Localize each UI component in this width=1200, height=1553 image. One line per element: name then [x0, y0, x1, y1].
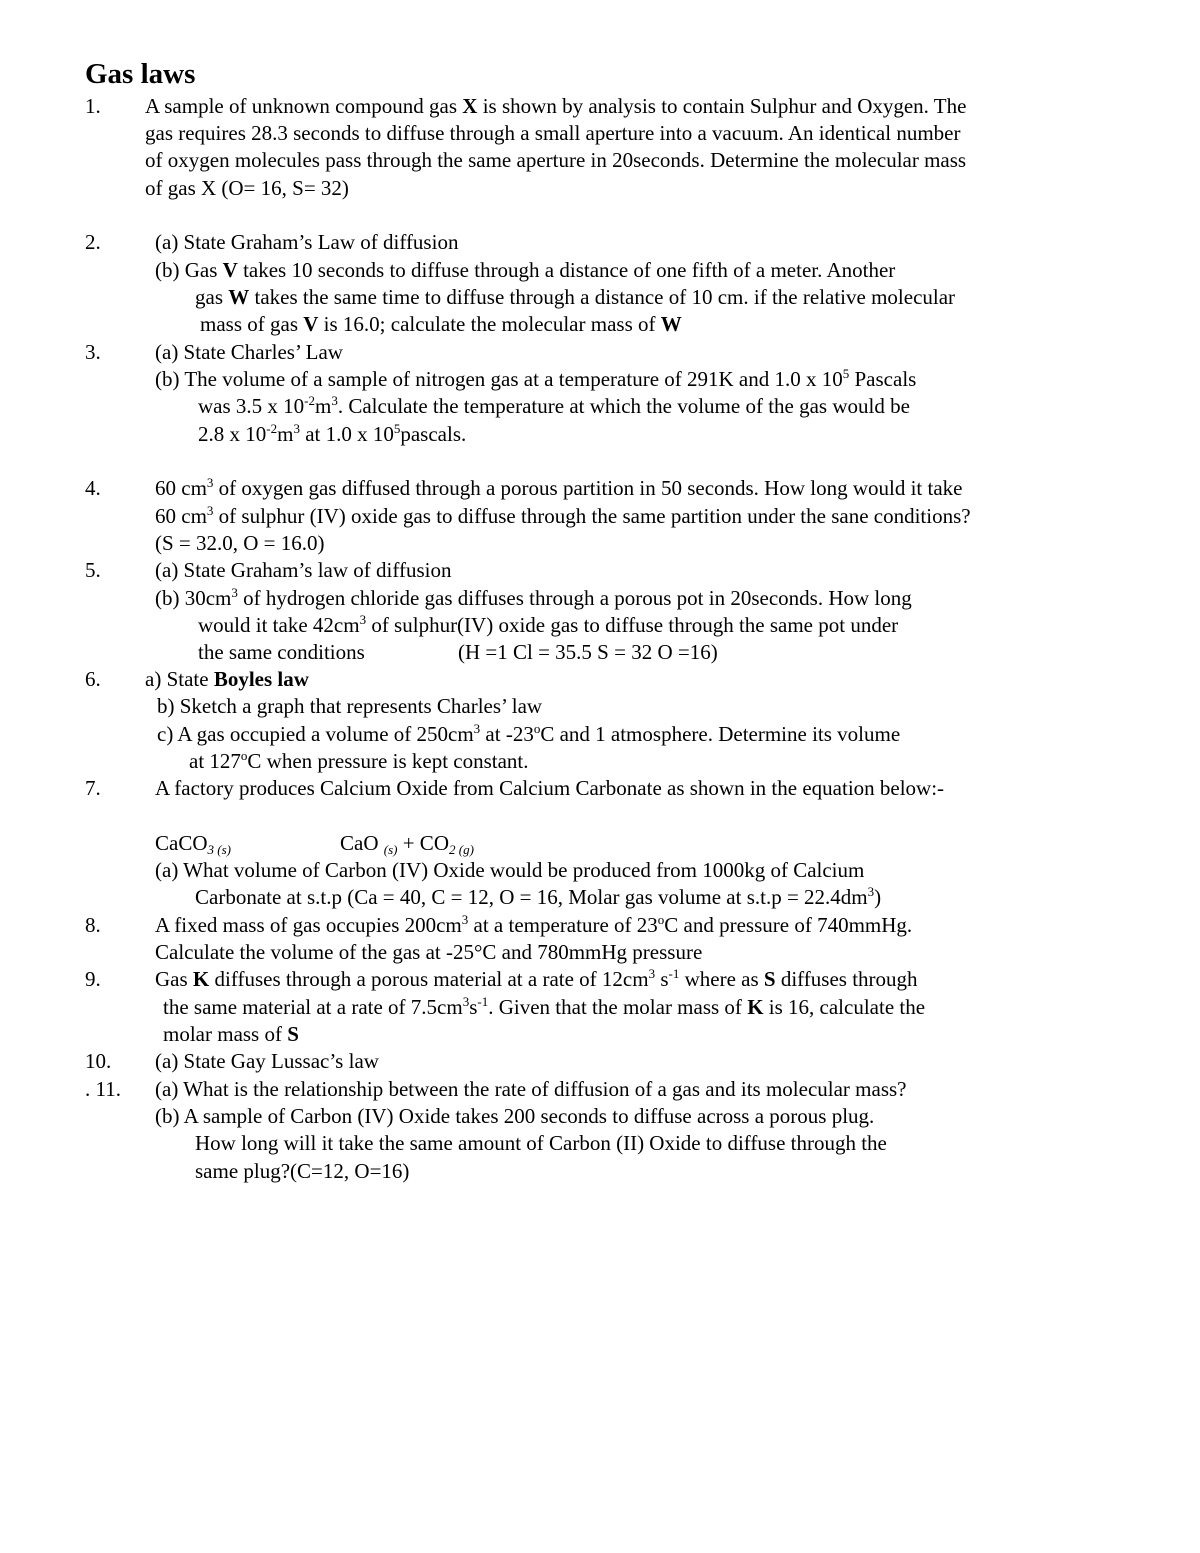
question-number: . 11. [85, 1077, 121, 1101]
question-text: 60 $cm^3$ of sulphur (IV) oxide gas to diffuse through the same partition under the sane conditions? [155, 503, 971, 528]
atomic-masses: (H =1 Cl = 35.5 S = 32 O =16) [458, 640, 718, 664]
question-number: 9. [85, 967, 101, 991]
question-part: (a) State Graham’s Law of diffusion [155, 230, 459, 254]
equation-reactant: CaCO$_{3 (s)}$ [155, 831, 231, 857]
question-part: was 3.5 x $10^{-2}m^3$. Calculate the temperature at which the volume of the gas would be [198, 393, 910, 418]
question-part: at 127$^o$C when pressure is kept constant. [189, 748, 529, 773]
question-part: b) Sketch a graph that represents Charles’ law [157, 694, 543, 718]
question-part: Carbonate at s.t.p (Ca = 40, C = 12, O = 16, Molar gas volume at $s.t.p = 22.4dm^3$) [195, 884, 882, 909]
question-text: of oxygen molecules pass through the same aperture in 20seconds. Determine the molecular mass [145, 148, 967, 172]
question-part: (b) The volume of a sample of nitrogen gas at a temperature of 291K and 1.0 x $10^5$ Pascals [155, 366, 917, 391]
question-part: 2.8 x $10^{-2}m^3$ at 1.0 x $10^5pascals$. [198, 421, 467, 446]
equation-products: CaO $_{(s)} + CO_{2 (g)}$ [340, 831, 474, 857]
question-number: 7. [85, 776, 101, 800]
question-text: (S = 32.0, O = 16.0) [155, 531, 325, 555]
question-number: 10. [85, 1049, 112, 1073]
question-part: (a) State Graham’s law of diffusion [155, 558, 452, 582]
question-part: (b) A sample of Carbon (IV) Oxide takes 200 seconds to diffuse across a porous plug. [155, 1104, 875, 1128]
question-part: (b) $30cm^3$ of hydrogen chloride gas diffuses through a porous pot in 20seconds. How long [155, 585, 912, 610]
question-text: A sample of unknown compound gas X is shown by analysis to contain Sulphur and Oxygen. The [145, 94, 967, 118]
question-number: 2. [85, 230, 101, 254]
question-part: gas W takes the same time to diffuse through a distance of 10 cm. if the relative molecular [195, 285, 956, 309]
question-part: How long will it take the same amount of Carbon (II) Oxide to diffuse through the [195, 1131, 887, 1155]
question-number: 8. [85, 913, 101, 937]
question-part: (a) What volume of Carbon (IV) Oxide would be produced from 1000kg of Calcium [155, 858, 865, 882]
question-text: molar mass of S [163, 1022, 299, 1046]
question-text: Gas K diffuses through a porous material at a rate of $12cm^3$ $s^{-1}$ where as S diffuses through [155, 966, 918, 991]
question-text: the same material at a rate of $7.5cm^3s^{-1}$. Given that the molar mass of K is 16, calculate the [163, 994, 926, 1019]
question-part: mass of gas V is 16.0; calculate the molecular mass of W [200, 312, 682, 336]
question-part: would it take $42cm^3$ of sulphur(IV) oxide gas to diffuse through the same pot under [198, 612, 899, 637]
question-text: A factory produces Calcium Oxide from Calcium Carbonate as shown in the equation below:- [155, 776, 945, 800]
question-part: c) A gas occupied a volume of $250cm^3$ at -23$^o$C and 1 atmosphere. Determine its volume [157, 721, 901, 746]
question-part: the same conditions [198, 640, 365, 664]
question-part: (a) State Gay Lussac’s law [155, 1049, 379, 1073]
question-number: 5. [85, 558, 101, 582]
question-text: A fixed mass of gas occupies $200cm^3$ at a temperature of 23$^o$C and pressure of 740mmHg. [155, 912, 913, 937]
question-text: Calculate the volume of the gas at -25°C and 780mmHg pressure [155, 940, 703, 964]
question-number: 6. [85, 667, 101, 691]
question-part: (b) Gas V takes 10 seconds to diffuse through a distance of one fifth of a meter. Another [155, 258, 896, 282]
question-part: (a) What is the relationship between the rate of diffusion of a gas and its molecular mass? [155, 1077, 907, 1101]
question-text: gas requires 28.3 seconds to diffuse through a small aperture into a vacuum. An identical number [145, 121, 961, 145]
question-text: of gas X (O= 16, S= 32) [145, 176, 349, 200]
question-text: 60 $cm^3$ of oxygen gas diffused through a porous partition in 50 seconds. How long would it take [155, 475, 963, 500]
question-part: (a) State Charles’ Law [155, 340, 343, 364]
question-number: 4. [85, 476, 101, 500]
question-number: 3. [85, 340, 101, 364]
question-number: 1. [85, 94, 101, 118]
question-part: same plug?(C=12, O=16) [195, 1159, 410, 1183]
page-title: Gas laws [85, 58, 196, 90]
question-part: a) State Boyles law [145, 667, 309, 691]
